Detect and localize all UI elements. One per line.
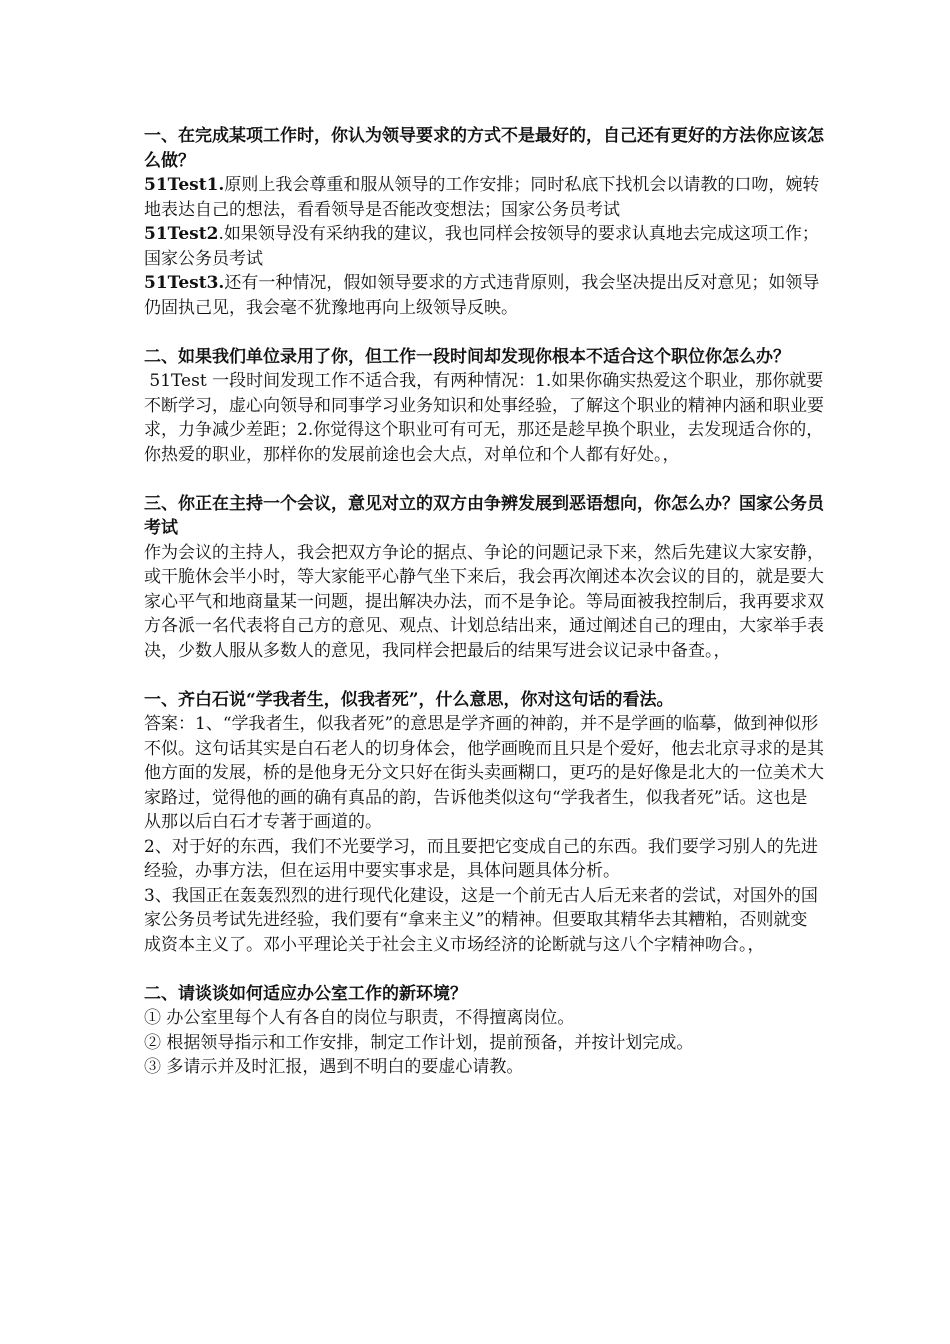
question-heading: 三、你正在主持一个会议，意见对立的双方由争辨发展到恶语想向，你怎么办？国家公务员考试	[144, 493, 824, 538]
list-item: ② 根据领导指示和工作安排，制定工作计划，提前预备，并按计划完成。	[144, 1032, 694, 1053]
section-4	[144, 688, 824, 958]
answer-paragraph: 答案：1、“学我者生，似我者死”的意思是学齐画的神韵，并不是学画的临摹，做到神似形不似。这句话其实是白石老人的切身体会，他学画晚而且只是个爱好，他去北京寻求的是其他方面的发展，桥的是他身无分文只好在街头卖画糊口，更巧的是好像是北大的一位美术大家路过，觉得他的画的确有真品的韵，告诉他类似这句“学我者生，似我者死”话。这也是从那以后白石才专著于画道的。	[144, 714, 824, 832]
question-heading: 一、齐白石说“学我者生，似我者死”，什么意思，你对这句话的看法。	[144, 689, 674, 710]
answer-paragraph	[144, 271, 824, 320]
section-5	[144, 982, 824, 1080]
answer-paragraph	[144, 173, 824, 222]
section-2	[144, 345, 824, 468]
answer-paragraph: 3、我国正在轰轰烈烈的进行现代化建设，这是一个前无古人后无来者的尝试，对国外的国家公务员考试先进经验，我们要有“拿来主义”的精神。但要取其精华去其糟粕，否则就变成资本主义了。邓小平理论关于社会主义市场经济的论断就与这八个字精神吻合。，	[144, 885, 818, 955]
answer-lead: 51Test2	[144, 224, 219, 244]
answer-paragraph: 作为会议的主持人，我会把双方争论的据点、争论的问题记录下来，然后先建议大家安静，或干脆休会半小时，等大家能平心静气坐下来后，我会再次阐述本次会议的目的，就是要大家心平气和地商量某一问题，提出解决办法，而不是争论。等局面被我控制后，我再要求双方各派一名代表将自己方的意见、观点、计划总结出来，通过阐述自己的理由，大家举手表决，少数人服从多数人的意见，我同样会把最后的结果写进会议记录中备查。，	[144, 542, 824, 661]
question-heading: 一、在完成某项工作时，你认为领导要求的方式不是最好的，自己还有更好的方法你应该怎么做？	[144, 126, 824, 171]
question-heading: 二、如果我们单位录用了你，但工作一段时间却发现你根本不适合这个职位你怎么办？	[144, 346, 790, 367]
answer-paragraph	[144, 222, 824, 271]
answer-paragraph: 2、对于好的东西，我们不光要学习，而且要把它变成自己的东西。我们要学习别人的先进经验，办事方法，但在运用中要实事求是，具体问题具体分析。	[144, 836, 818, 881]
list-item: ① 办公室里每个人有各自的岗位与职责，不得擅离岗位。	[144, 1008, 575, 1028]
answer-lead: 51Test1.	[144, 175, 225, 195]
section-1	[144, 124, 824, 320]
answer-text: 还有一种情况，假如领导要求的方式违背原则，我会坚决提出反对意见；如领导仍固执己见，我会毫不犹豫地再向上级领导反映。	[144, 273, 820, 318]
list-item: ③ 多请示并及时汇报，遇到不明白的要虚心请教。	[144, 1057, 524, 1077]
answer-lead: 51Test3.	[144, 273, 225, 293]
question-heading: 二、请谈谈如何适应办公室工作的新环境？	[144, 983, 467, 1004]
answer-paragraph: 51Test 一段时间发现工作不适合我，有两种情况：1.如果你确实热爱这个职业，那你就要不断学习，虚心向领导和同事学习业务知识和处事经验，了解这个职业的精神内涵和职业要求，力争减少差距；2.你觉得这个职业可有可无，那还是趁早换个职业，去发现适合你的，你热爱的职业，那样你的发展前途也会大点，对单位和个人都有好处。，	[144, 371, 824, 465]
section-3	[144, 492, 824, 664]
document-body	[144, 124, 824, 1080]
answer-text: .如果领导没有采纳我的建议，我也同样会按领导的要求认真地去完成这项工作；国家公务员考试	[144, 224, 819, 269]
answer-text: 原则上我会尊重和服从领导的工作安排；同时私底下找机会以请教的口吻，婉转地表达自己的想法，看看领导是否能改变想法；国家公务员考试	[144, 175, 820, 220]
